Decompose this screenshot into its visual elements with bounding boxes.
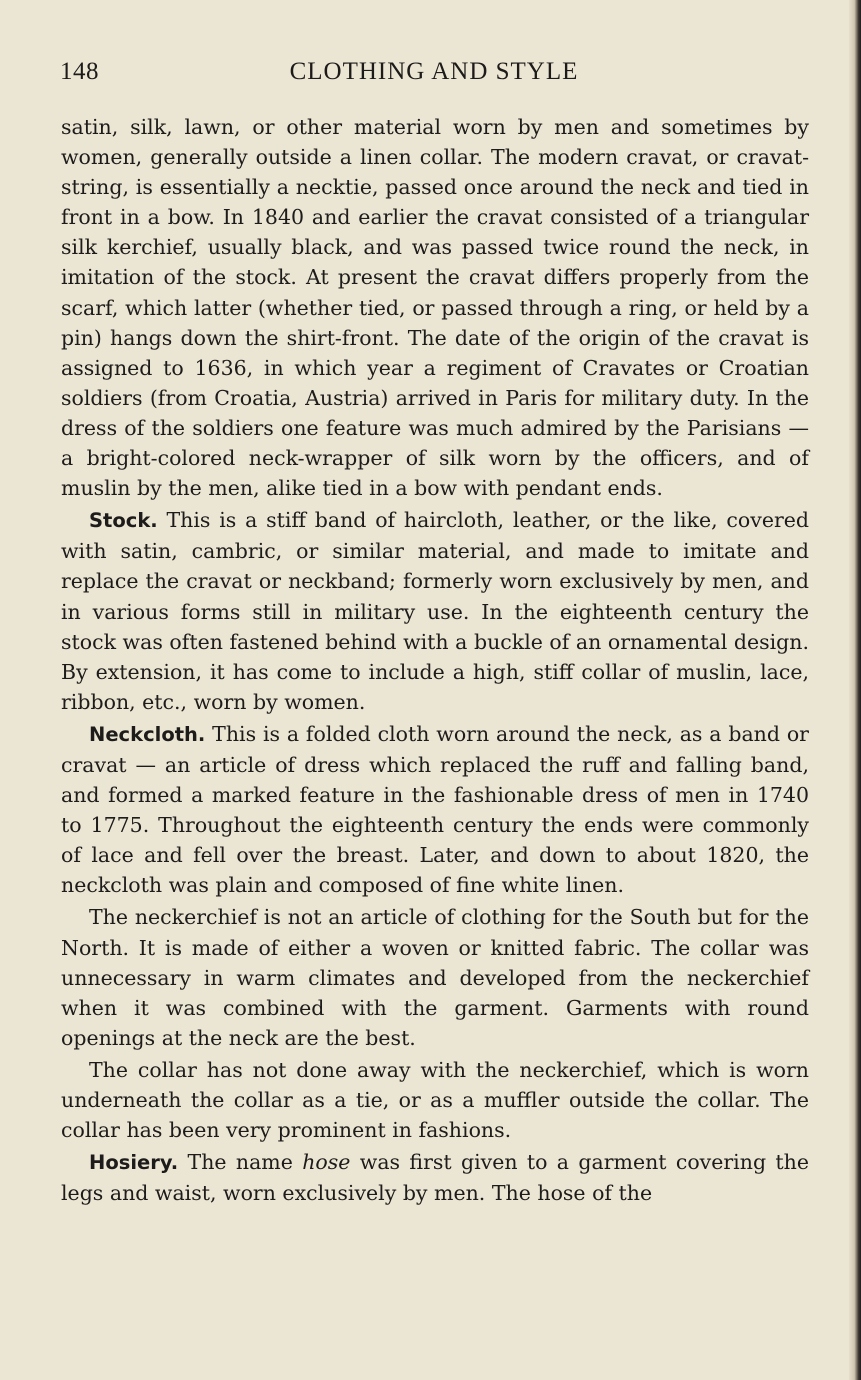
term-hosiery: Hosiery. (89, 1151, 179, 1175)
paragraph-neckerchief: The neckerchief is not an article of clothing for the South but for the North. It is made of either a woven or knitted fabric. The collar was unnecessary in warm climates and developed from the neckerchief when it was combined with the garment. Garments with round openings at the neck are the best. (61, 905, 809, 1050)
paragraph-cravat-continued: satin, silk, lawn, or other material worn by men and sometimes by women, generally outside a linen collar. The modern cravat, or cravat-string, is essentially a necktie, passed once around the neck and tied in front in a bow. In 1840 and earlier the cravat consisted of a triangular silk kerchief, usually black, and was passed twice round the neck, in imitation of the stock. At present the cravat differs properly from the scarf, which latter (whether tied, or passed through a ring, or held by a pin) hangs down the shirt-front. The date of the origin of the cravat is assigned to 1636, in which year a regiment of Cravates or Croatian soldiers (from Croatia, Austria) arrived in Paris for military duty. In the dress of the soldiers one feature was much admired by the Parisians — a bright-colored neck-wrapper of silk worn by the officers, and of muslin by the men, alike tied in a bow with pendant ends. (61, 115, 809, 501)
page-number: 148 (60, 58, 99, 85)
paragraph-collar: The collar has not done away with the neckerchief, which is worn underneath the collar as a tie, or as a muffler outside the collar. The collar has been very prominent in fashions. (61, 1057, 809, 1143)
term-neckcloth: Neckcloth. (89, 722, 206, 746)
italic-hose: hose (302, 1150, 351, 1175)
paragraph-neckcloth-text: This is a folded cloth worn around the neck, as a band or cravat — an article of dress which replaced the ruff and falling band, and formed a marked feature in the fashionable dress of men in 1740 to 1775. Throughout the eighteenth century the ends were commonly of lace and fell over the breast. Later, and down to about 1820, the neckcloth was plain and composed of fine white linen. (61, 721, 809, 898)
paragraph-stock-text: This is a stiff band of haircloth, leather, or the like, covered with satin, cambric, or similar material, and made to imitate and replace the cravat or neckband; formerly worn exclusively by men, and in various forms still in military use. In the eighteenth century the stock was often fastened behind with a buckle of an ornamental design. By extension, it has come to include a high, stiff collar of muslin, lace, ribbon, etc., worn by women. (61, 508, 809, 714)
page-edge (849, 0, 861, 1380)
paragraph-hosiery (61, 1147, 809, 1208)
paragraph-hosiery-text-b: was first given to a garment covering the legs and waist, worn exclusively by men. The hose of the (61, 1150, 809, 1206)
running-header (60, 58, 808, 92)
body-text (61, 112, 809, 1208)
running-title: CLOTHING AND STYLE (289, 58, 579, 85)
paragraph-neckcloth (61, 719, 809, 901)
term-stock: Stock. (89, 509, 158, 533)
paragraph-hosiery-text-a: The name (187, 1150, 293, 1175)
paragraph-stock (61, 505, 809, 717)
